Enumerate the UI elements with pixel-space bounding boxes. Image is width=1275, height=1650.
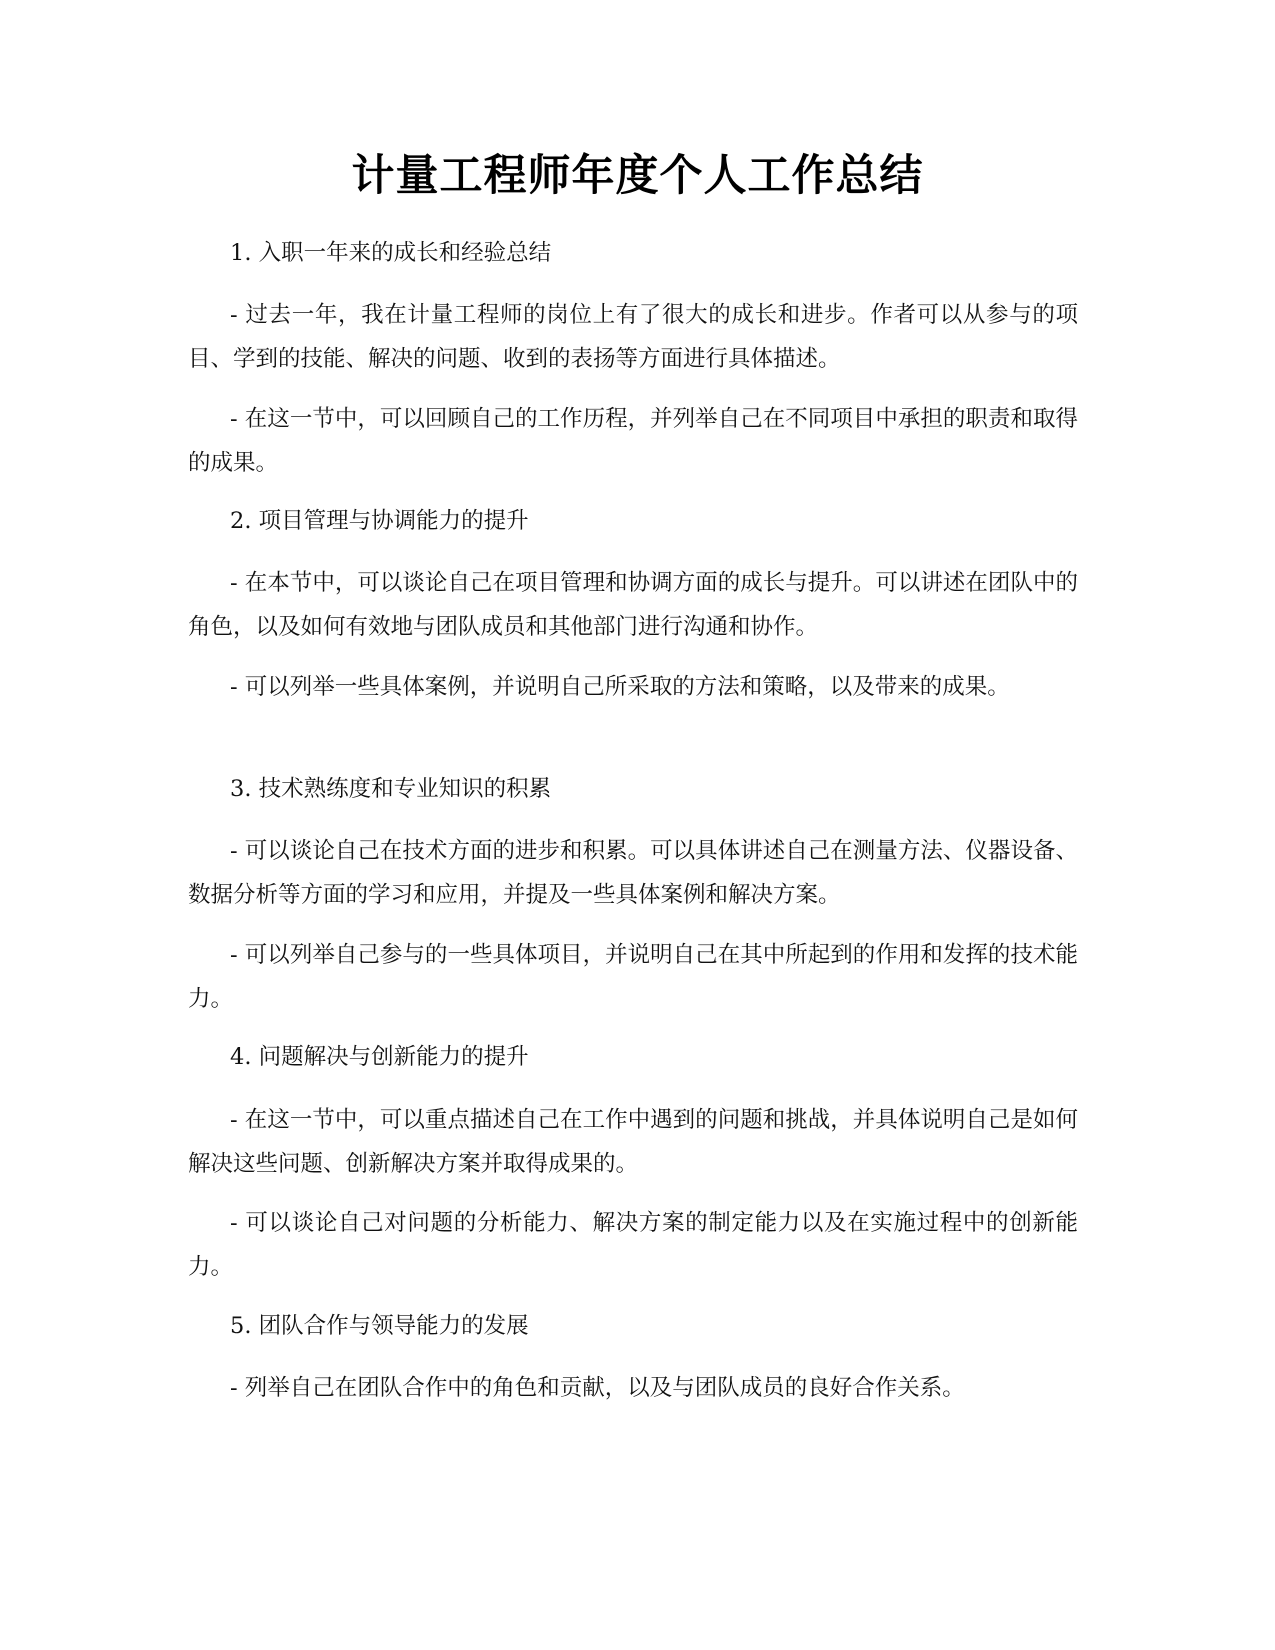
section-heading-2: 2. 项目管理与协调能力的提升 [230, 508, 529, 534]
section-4-paragraph-1: - 在这一节中，可以重点描述自己在工作中遇到的问题和挑战，并具体说明自己是如何解决这些问题、创新解决方案并取得成果的。 [188, 1107, 1078, 1177]
section-4-paragraph-2: - 可以谈论自己对问题的分析能力、解决方案的制定能力以及在实施过程中的创新能力。 [188, 1210, 1078, 1280]
section-1-paragraph-2: - 在这一节中，可以回顾自己的工作历程，并列举自己在不同项目中承担的职责和取得的成果。 [188, 406, 1078, 476]
section-heading-5: 5. 团队合作与领导能力的发展 [230, 1313, 529, 1339]
section-3-paragraph-2: - 可以列举自己参与的一些具体项目，并说明自己在其中所起到的作用和发挥的技术能力。 [188, 942, 1078, 1012]
section-2-paragraph-2: - 可以列举一些具体案例，并说明自己所采取的方法和策略，以及带来的成果。 [230, 674, 1010, 700]
section-2-paragraph-1: - 在本节中，可以谈论自己在项目管理和协调方面的成长与提升。可以讲述在团队中的角色，以及如何有效地与团队成员和其他部门进行沟通和协作。 [188, 570, 1078, 640]
section-heading-4: 4. 问题解决与创新能力的提升 [230, 1044, 529, 1070]
document-title: 计量工程师年度个人工作总结 [351, 151, 924, 201]
section-heading-1: 1. 入职一年来的成长和经验总结 [230, 240, 552, 266]
section-5-paragraph-1: - 列举自己在团队合作中的角色和贡献，以及与团队成员的良好合作关系。 [230, 1375, 965, 1401]
section-3-paragraph-1: - 可以谈论自己在技术方面的进步和积累。可以具体讲述自己在测量方法、仪器设备、数据分析等方面的学习和应用，并提及一些具体案例和解决方案。 [188, 838, 1078, 908]
section-heading-3: 3. 技术熟练度和专业知识的积累 [230, 776, 552, 802]
section-1-paragraph-1: - 过去一年，我在计量工程师的岗位上有了很大的成长和进步。作者可以从参与的项目、学到的技能、解决的问题、收到的表扬等方面进行具体描述。 [188, 302, 1078, 372]
